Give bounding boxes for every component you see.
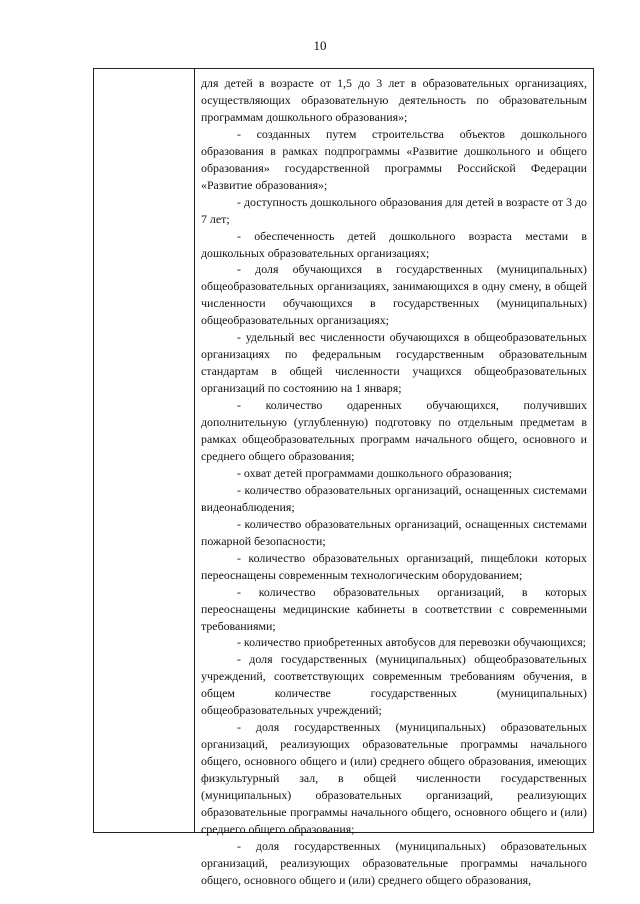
paragraph-text: - охват детей программами дошкольного образования; <box>237 465 513 480</box>
paragraph-text: - созданных путем строительства объектов дошкольного образования в рамках подпрограммы «Развитие дошкольного и общего образования» государственной программы Российской Федерации «Развитие образования»; <box>201 126 587 192</box>
table-right-cell <box>195 69 593 887</box>
paragraph-text: - доля государственных (муниципальных) образовательных организаций, реализующих образовательные программы начального общего, основного общего и (или) среднего общего образования, имеющих физкультурный зал, в общей численности государственных (муниципальных) образовательных организаций, реализующих образовательные программы начального общего, основного общего и (или) среднего общего образования; <box>201 720 587 836</box>
paragraph-text: - количество одаренных обучающихся, получивших дополнительную (углубленную) подготовку по отдельным предметам в рамках общеобразовательных программ начального общего, основного и среднего общего образования; <box>201 398 587 463</box>
table-left-cell <box>94 69 195 832</box>
paragraph-text: - удельный вес численности обучающихся в общеобразовательных организациях по федеральным государственным образовательным стандартам в общей численности учащихся общеобразовательных организаций по состоянию на 1 января; <box>201 330 587 396</box>
paragraph-text: - количество образовательных организаций, оснащенных системами пожарной безопасности; <box>201 516 587 548</box>
paragraph-text: - количество приобретенных автобусов для перевозки обучающихся; <box>237 635 586 650</box>
page-number: 10 <box>313 38 327 53</box>
paragraph-text: для детей в возрасте от 1,5 до 3 лет в образовательных организациях, осуществляющих образовательную деятельность по образовательным программам дошкольного образования»; <box>201 76 587 124</box>
paragraph-text: - доля обучающихся в государственных (муниципальных) общеобразовательных организациях, занимающихся в одну смену, в общей численности обучающихся в государственных (муниципальных) общеобразовательных организациях; <box>201 262 587 328</box>
paragraph-text: - количество образовательных организаций, оснащенных системами видеонаблюдения; <box>201 482 587 514</box>
paragraph-text: - доля государственных (муниципальных) общеобразовательных учреждений, соответствующих современным требованиям обучения, в общем количестве государственных (муниципальных) общеобразовательных учреждений; <box>201 652 587 718</box>
paragraph-text: - обеспеченность детей дошкольного возраста местами в дошкольных образовательных организациях; <box>201 228 587 260</box>
paragraph-text: - количество образовательных организаций, в которых переоснащены медицинские кабинеты в соответствии с современными требованиями; <box>201 584 587 633</box>
document-table <box>93 68 594 887</box>
paragraph-text: - доля государственных (муниципальных) образовательных организаций, реализующих образовательные программы начального общего, основного общего и (или) среднего общего образования, <box>201 838 587 887</box>
paragraph-text: - количество образовательных организаций, пищеблоки которых переоснащены современным технологическим оборудованием; <box>201 550 587 582</box>
paragraph-text: - доступность дошкольного образования для детей в возрасте от 3 до 7 лет; <box>201 194 587 226</box>
